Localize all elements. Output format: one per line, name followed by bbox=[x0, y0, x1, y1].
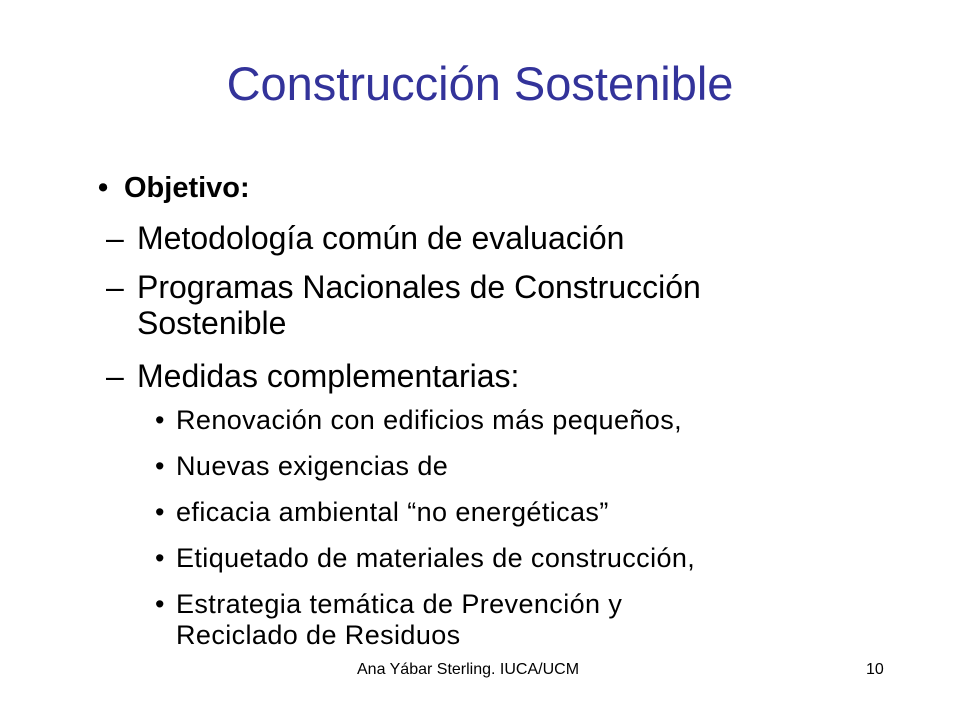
subitem-methodology: Metodología común de evaluación bbox=[137, 220, 625, 256]
sub-bullet-marker: • bbox=[155, 497, 165, 527]
measure-waste-strategy: Estrategia temática de Prevención y bbox=[176, 589, 623, 619]
measure-waste-strategy-cont: Reciclado de Residuos bbox=[176, 620, 461, 650]
sub-bullet-marker: • bbox=[155, 451, 165, 481]
sub-bullet-marker: • bbox=[155, 405, 165, 435]
sub-bullet-marker: • bbox=[155, 543, 165, 573]
page-number: 10 bbox=[866, 661, 884, 678]
measure-environmental-efficiency: eficacia ambiental “no energéticas” bbox=[176, 497, 609, 527]
subitem-national-programs-cont: Sostenible bbox=[137, 305, 287, 341]
subitem-national-programs: Programas Nacionales de Construcción bbox=[137, 269, 701, 305]
measure-renovation: Renovación con edificios más pequeños, bbox=[176, 405, 682, 435]
measure-material-labelling: Etiquetado de materiales de construcción, bbox=[176, 543, 696, 573]
objective-heading: Objetivo: bbox=[124, 172, 250, 204]
sub-bullet-marker: • bbox=[155, 589, 165, 619]
measure-new-requirements: Nuevas exigencias de bbox=[176, 451, 449, 481]
dash-marker: – bbox=[106, 269, 124, 305]
dash-marker: – bbox=[106, 220, 124, 256]
bullet-marker: • bbox=[98, 172, 109, 204]
slide-title: Construcción Sostenible bbox=[226, 57, 734, 110]
footer-author: Ana Yábar Sterling. IUCA/UCM bbox=[357, 661, 580, 678]
dash-marker: – bbox=[106, 358, 124, 394]
subitem-complementary-measures: Medidas complementarias: bbox=[137, 358, 520, 394]
